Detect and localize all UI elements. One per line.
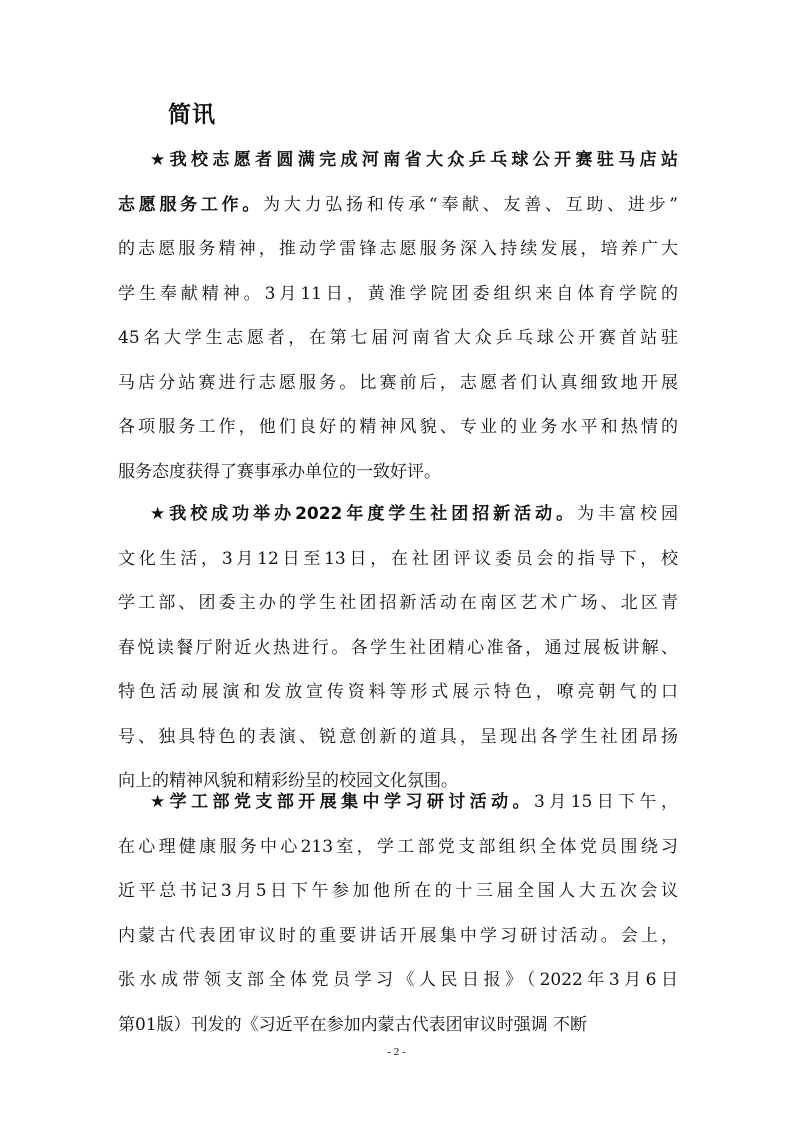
body-text: 马店分站赛进行志愿服务。比赛前后，志愿者们认真细致地开展 bbox=[118, 372, 678, 393]
body-text: 向上的精神风貌和精彩纷呈的校园文化氛围。 bbox=[118, 771, 458, 791]
paragraph-line bbox=[118, 237, 678, 261]
paragraph-line bbox=[118, 835, 678, 859]
body-text: 的志愿服务精神，推动学雷锋志愿服务深入持续发展，培养广大 bbox=[118, 239, 678, 259]
body-text: 学生奉献精神。3月11日，黄淮学院团委组织来自体育学院的 bbox=[118, 283, 678, 304]
body-text: 3月15日下午， bbox=[533, 792, 678, 812]
item-headline: 志愿服务工作。 bbox=[118, 194, 264, 215]
paragraph-line bbox=[118, 371, 678, 395]
body-text: 特色活动展演和发放宣传资料等形式展示特色，嘹亮朝气的口 bbox=[118, 682, 678, 702]
paragraph-line bbox=[118, 460, 678, 484]
paragraph-line bbox=[150, 502, 678, 526]
body-text: 近平总书记3月5日下午参加他所在的十三届全国人大五次会议 bbox=[118, 881, 678, 901]
body-text: 45名大学生志愿者，在第七届河南省大众乒乓球公开赛首站驻 bbox=[118, 328, 678, 348]
paragraph-line bbox=[118, 415, 678, 439]
paragraph-line bbox=[118, 282, 678, 306]
body-text: 张水成带领支部全体党员学习《人民日报》（2022年3月6日 bbox=[118, 970, 678, 990]
paragraph-line bbox=[150, 148, 678, 172]
body-text: 服务态度获得了赛事承办单位的一致好评。 bbox=[118, 461, 441, 482]
body-text: 文化生活，3月12日至13日，在社团评议委员会的指导下，校 bbox=[118, 548, 678, 569]
paragraph-line bbox=[118, 1013, 678, 1037]
paragraph-line bbox=[118, 193, 678, 217]
body-text: 内蒙古代表团审议时的重要讲话开展集中学习研讨活动。会上， bbox=[118, 925, 678, 946]
body-text: 为丰富校园 bbox=[577, 504, 678, 524]
paragraph-line bbox=[118, 725, 678, 749]
body-text: 第01版）刊发的《习近平在参加内蒙古代表团审议时强调 不断 bbox=[118, 1014, 588, 1035]
body-text: 在心理健康服务中心213室，学工部党支部组织全体党员围绕习 bbox=[118, 836, 678, 857]
paragraph-line bbox=[118, 326, 678, 350]
item-headline: ★我校成功举办2022年度学生社团招新活动。 bbox=[150, 504, 578, 524]
page-number: - 2 - bbox=[387, 1046, 406, 1058]
body-text: 各项服务工作，他们良好的精神风貌、专业的业务水平和热情的 bbox=[118, 417, 678, 437]
paragraph-line bbox=[118, 879, 678, 903]
paragraph-line bbox=[118, 968, 678, 992]
paragraph-line bbox=[118, 591, 678, 615]
paragraph-line bbox=[118, 636, 678, 660]
paragraph-line bbox=[118, 547, 678, 571]
item-headline: ★学工部党支部开展集中学习研讨活动。 bbox=[150, 792, 534, 812]
body-text: 为大力弘扬和传承“奉献、友善、互助、进步” bbox=[263, 194, 678, 215]
paragraph-line bbox=[118, 680, 678, 704]
body-text: 号、独具特色的表演、锐意创新的道具，呈现出各学生社团昂扬 bbox=[118, 726, 678, 747]
item-headline: ★我校志愿者圆满完成河南省大众乒乓球公开赛驻马店站 bbox=[150, 150, 678, 170]
paragraph-line bbox=[118, 924, 678, 948]
body-text: 学工部、团委主办的学生社团招新活动在南区艺术广场、北区青 bbox=[118, 593, 678, 613]
page-title: 简讯 bbox=[168, 102, 216, 128]
paragraph-line bbox=[150, 790, 678, 814]
body-text: 春悦读餐厅附近火热进行。各学生社团精心准备，通过展板讲解、 bbox=[118, 637, 678, 658]
